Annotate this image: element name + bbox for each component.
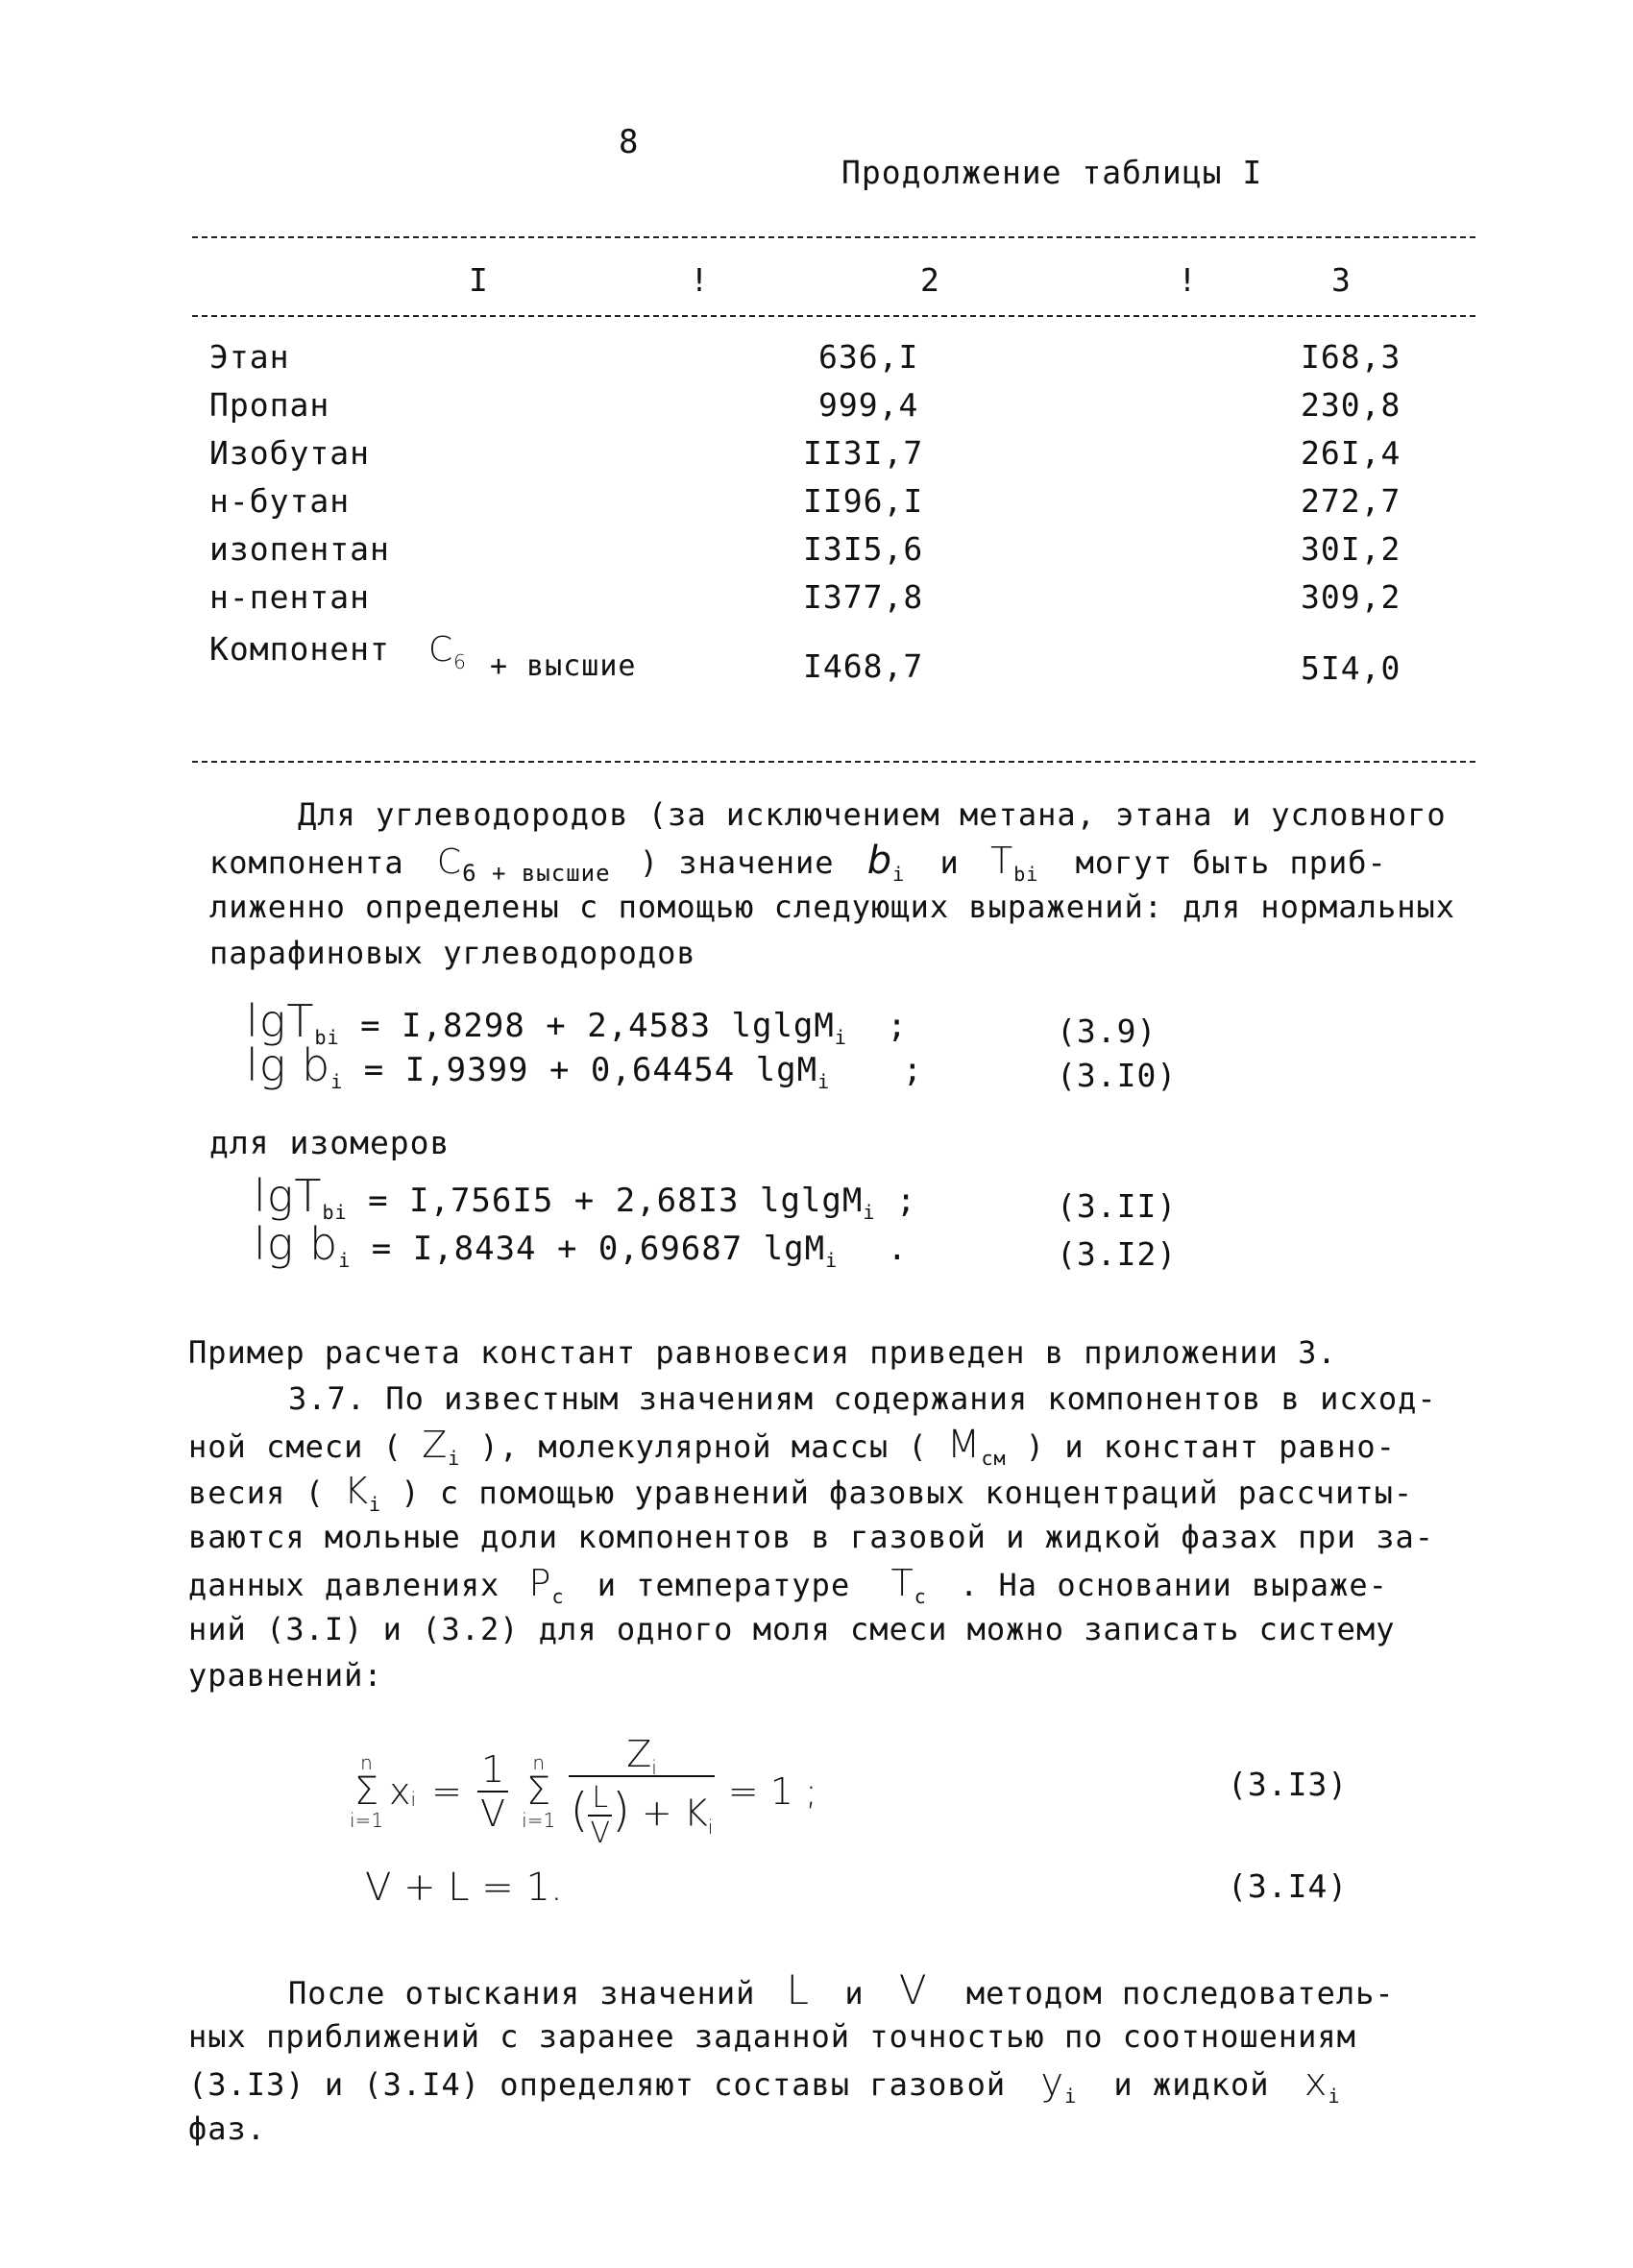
table-row-col2: I377,8: [803, 578, 924, 616]
table-row-col2: I468,7: [803, 647, 924, 685]
equation-3-12: $\lg b_i = I,8434 + 0,69687$ lgM$_i$ .: [254, 1218, 909, 1272]
equation-number: (3.I4): [1228, 1867, 1349, 1905]
paragraph-line: 3.7. По известным значениям содержания компонентов в исход-: [288, 1380, 1437, 1417]
equation-number: (3.I0): [1057, 1057, 1178, 1094]
equation-3-13: n Σ i=1 x i = $\frac{1}{V}$ n Σ i=1 $Z_i$ ( $\frac{L}{V}$ ) + $K_i$ = 1 ;: [350, 1733, 817, 1850]
table-caption: Продолжение таблицы I: [841, 154, 1263, 191]
table-row-col2: II3I,7: [803, 434, 924, 472]
table-row-name: н-бутан: [209, 482, 351, 520]
table-row-col3: I68,3: [1301, 338, 1401, 376]
paragraph-line: лиженно определены с помощью следующих выражений: для нормальных: [209, 889, 1455, 925]
table-row-col3: 5I4,0: [1301, 649, 1401, 687]
equation-number: (3.9): [1057, 1012, 1158, 1050]
paragraph-line: парафиновых углеводородов: [209, 935, 696, 971]
component-symbol: $C_6$: [428, 630, 467, 673]
paragraph-line: (3.I3) и (3.I4) определяют составы газовой $y_i$ и жидкой $x_i$: [188, 2061, 1341, 2108]
table-row-col3: 230,8: [1301, 386, 1401, 424]
sum-symbol: n Σ i=1: [350, 1751, 384, 1832]
equation-3-11: lgT$_{bi}$ = I,756I5 + 2,68I3 lglgM$_i$ ;: [254, 1170, 917, 1224]
equation-number: (3.I3): [1228, 1766, 1349, 1803]
table-header-sep1: !: [690, 261, 710, 299]
paragraph-line: Для углеводородов (за исключением метана, этана и условного: [298, 796, 1447, 833]
paragraph-line: ваются мольные доли компонентов в газовой и жидкой фазах при за-: [188, 1519, 1434, 1555]
table-row-col3: 30I,2: [1301, 530, 1401, 568]
equation-number: (3.II): [1057, 1187, 1178, 1225]
table-top-rule: [192, 236, 1475, 238]
component-suffix: + высшие: [490, 649, 637, 683]
paragraph-line: фаз.: [188, 2110, 267, 2147]
table-row-col3: 26I,4: [1301, 434, 1401, 472]
table-row-name: Компонент: [209, 630, 390, 668]
table-row-col2: 999,4: [818, 386, 919, 424]
table-header-col3: 3: [1331, 261, 1352, 299]
table-row-name: Этан: [209, 338, 290, 376]
table-header-col1: I: [469, 261, 489, 299]
paragraph-line: ной смеси ( $Z_i$ ), молекулярной массы ( $M_{см}$ ) и констант равно-: [188, 1423, 1396, 1470]
table-header-col2: 2: [920, 261, 940, 299]
equation-3-9: lgT$_{bi}$ = I,8298 + 2,4583 lglgM$_i$ ;: [246, 995, 908, 1049]
paragraph-line: После отыскания значений L и V методом последователь-: [288, 1966, 1395, 2013]
table-row-name: Пропан: [209, 386, 330, 424]
fraction-1-over-v: $\frac{1}{V}$: [477, 1748, 508, 1835]
table-row-col3: 309,2: [1301, 578, 1401, 616]
sum-symbol: n Σ i=1: [522, 1751, 556, 1832]
table-row-col2: 636,I: [818, 338, 919, 376]
table-header-sep2: !: [1178, 261, 1198, 299]
paragraph-line: весия ( $K_i$ ) с помощью уравнений фазовых концентраций рассчиты-: [188, 1470, 1414, 1516]
paragraph-line: ний (3.I) и (3.2) для одного моля смеси можно записать систему: [188, 1611, 1396, 1647]
paragraph-line: ных приближений с заранее заданной точностью по соотношениям: [188, 2018, 1356, 2055]
paragraph-line: данных давлениях $P_c$ и температуре $T_c$ . На основании выраже-: [188, 1562, 1388, 1608]
table-row-col2: II96,I: [803, 482, 924, 520]
page-number: 8: [619, 123, 640, 161]
table-row-col3: 272,7: [1301, 482, 1401, 520]
equation-number: (3.I2): [1057, 1235, 1178, 1273]
table-row-name: изопентан: [209, 530, 390, 568]
table-header-rule: [192, 315, 1475, 317]
table-row-col2: I3I5,6: [803, 530, 924, 568]
isomers-label: для изомеров: [209, 1124, 451, 1161]
equation-3-10: $\lg b_i = I,9399 + 0,64454$ lgM$_i$ ;: [246, 1039, 924, 1093]
table-bottom-rule: [192, 761, 1475, 763]
fraction-main: $Z_i$ ( $\frac{L}{V}$ ) + $K_i$: [570, 1733, 714, 1850]
example-line: Пример расчета констант равновесия приведен в приложении 3.: [188, 1334, 1337, 1371]
table-row-name: Изобутан: [209, 434, 370, 472]
paragraph-line: компонента $C_{6 + высшие}$ ) значение $b_i$ и $T_{bi}$ могут быть приб-: [209, 839, 1387, 887]
table-row-name: н-пентан: [209, 578, 370, 616]
equation-3-14: V + L = 1.: [365, 1866, 563, 1910]
paragraph-line: уравнений:: [188, 1657, 383, 1694]
